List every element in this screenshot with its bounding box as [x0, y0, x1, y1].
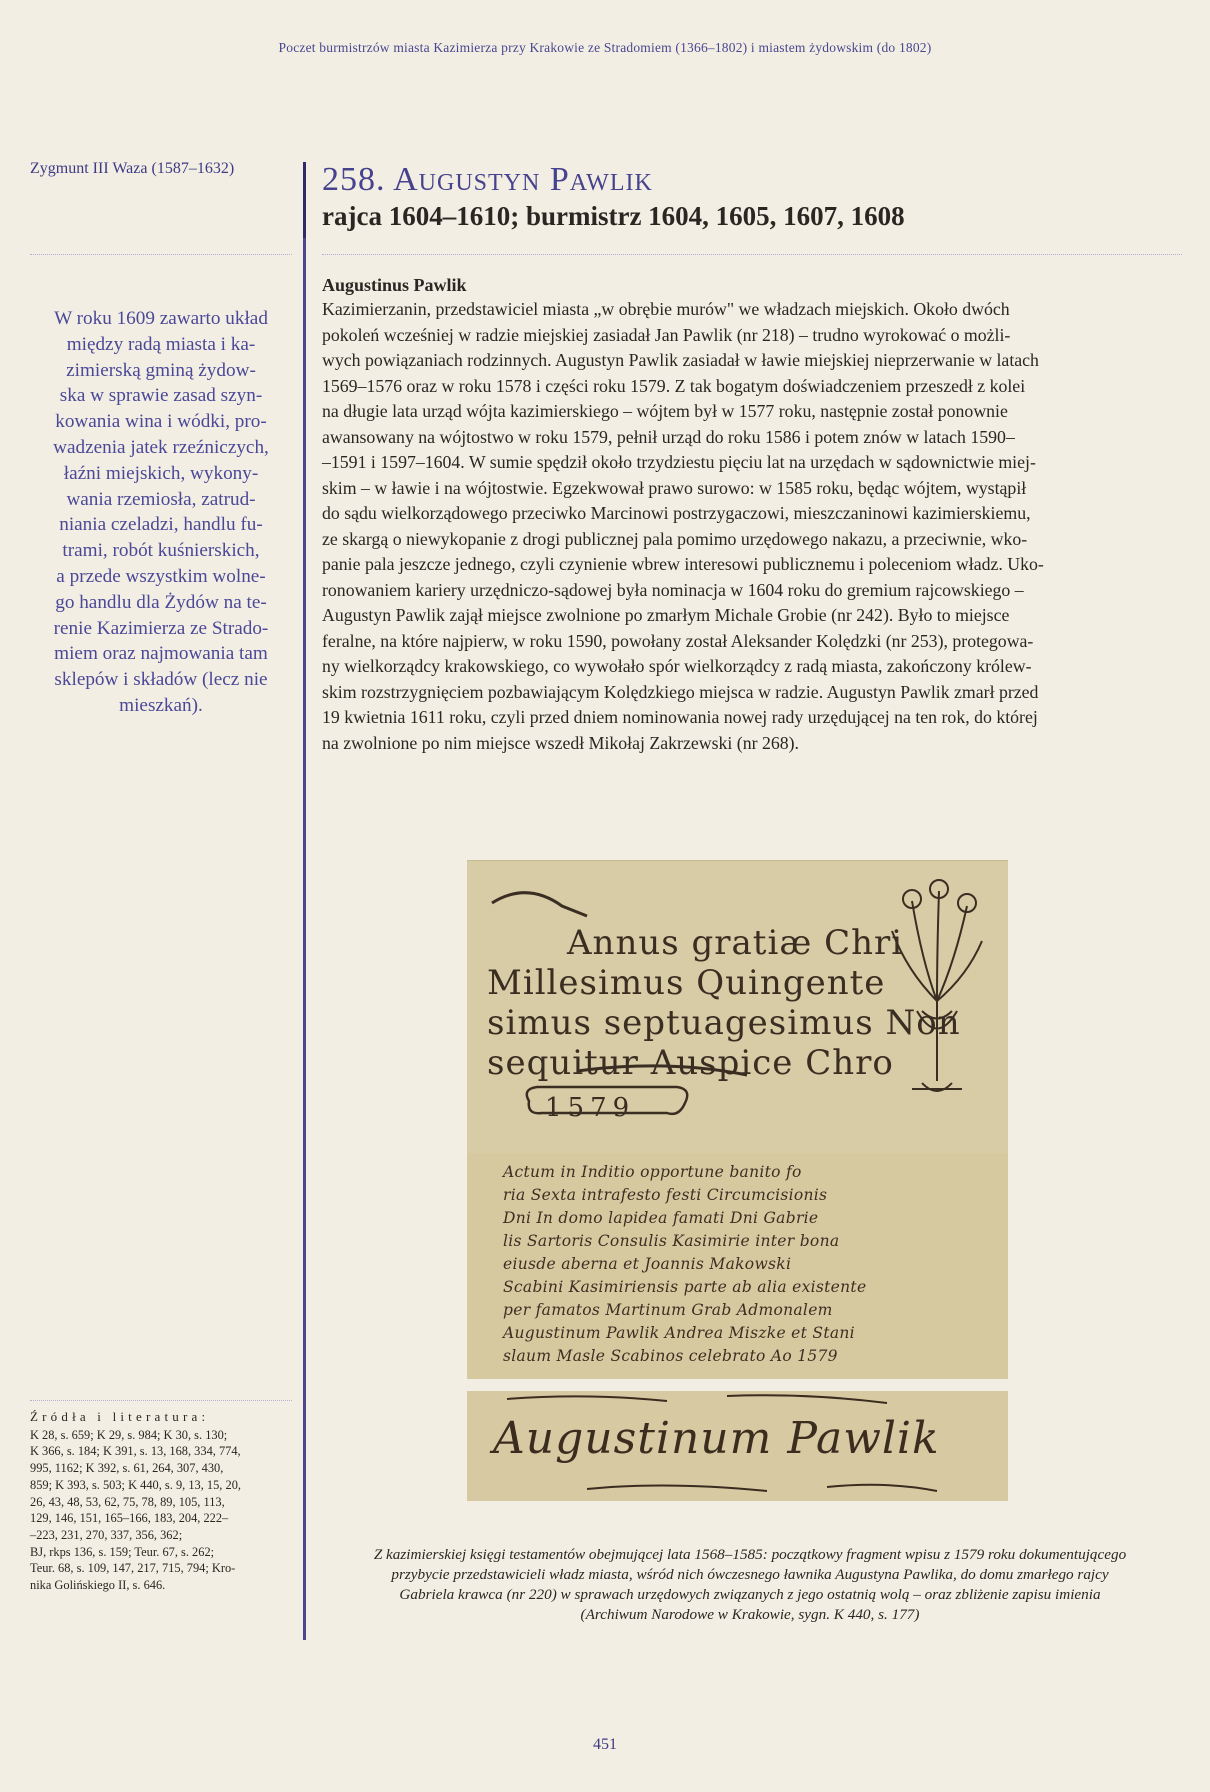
source-line: K 28, s. 659; K 29, s. 984; K 30, s. 130; — [30, 1427, 228, 1442]
figure-caption — [320, 1545, 1180, 1625]
body-line: Augustyn Pawlik zajął miejsce zwolnione po zmarłym Michale Grobie (nr 242). Było to miejsce — [322, 605, 1010, 625]
reign-label: Zygmunt III Waza (1587–1632) — [30, 160, 235, 177]
page-number: 451 — [593, 1736, 617, 1753]
sidebar-note — [30, 306, 292, 719]
body-line: do sądu wielkorządowego przeciwko Marcinowi postrzygaczowi, mieszczaninowi kazimierskiemu, — [322, 503, 1031, 523]
caption-line: Gabriela krawca (nr 220) w sprawach urzędowych związanych z jego ostatnią wolą – oraz zbliżenie zapisu imienia — [399, 1586, 1101, 1603]
manuscript-line: simus septuagesimus Non — [487, 1003, 961, 1043]
body-line: wych powiązaniach rodzinnych. Augustyn Pawlik zasiadał w ławie miejskiej nieprzerwanie w latach — [322, 350, 1039, 370]
source-line: 26, 43, 48, 53, 62, 75, 78, 89, 105, 113, — [30, 1494, 225, 1509]
latin-name: Augustinus Pawlik — [322, 275, 467, 295]
body-line: panie pala jeszcze jednego, czyli czynienie wbrew interesowi publicznemu i poleceniom władz. Uko- — [322, 554, 1044, 574]
source-line: BJ, rkps 136, s. 159; Teur. 67, s. 262; — [30, 1544, 215, 1559]
sidebar-header — [30, 160, 292, 255]
handwritten-line: Actum in Inditio opportune banito fo — [503, 1163, 802, 1181]
note-line: zimierską gminą żydow- — [66, 359, 256, 381]
source-line: Teur. 68, s. 109, 147, 217, 715, 794; Kro- — [30, 1561, 236, 1576]
note-line: między radą miasta i ka- — [66, 333, 256, 355]
manuscript-entry-image — [467, 1153, 1008, 1379]
body-line: ze skargą o niewykopanie z drogi publicznej pala pomimo urzędowego nakazu, a przeciwnie, wko- — [322, 528, 1028, 549]
handwritten-line: per famatos Martinum Grab Admonalem — [503, 1301, 833, 1319]
caption-line: przybycie przedstawicieli władz miasta, wśród nich ówczesnego ławnika Augustyna Pawlika, do domu zmarłego rajcy — [391, 1566, 1109, 1583]
column-rule-accent — [303, 162, 306, 238]
handwritten-line: Augustinum Pawlik Andrea Miszke et Stani — [503, 1324, 855, 1342]
source-line: 859; K 393, s. 503; K 440, s. 9, 13, 15, 20, — [30, 1477, 241, 1492]
body-line: 1569–1576 oraz w roku 1578 i części roku 1579. Z tak bogatym doświadczeniem przeszedł z kolei — [322, 375, 1026, 396]
handwritten-line: lis Sartoris Consulis Kasimirie inter bona — [503, 1232, 840, 1250]
note-line: łaźni miejskich, wykony- — [63, 462, 259, 484]
note-line: kowania wina i wódki, pro- — [55, 411, 267, 433]
handwritten-line: ria Sexta intrafesto festi Circumcisionis — [503, 1186, 828, 1204]
note-line: niania czeladzi, handlu fu- — [59, 514, 263, 536]
manuscript-figure — [467, 860, 1008, 1501]
ink-strokes-icon — [467, 1391, 1008, 1501]
entry — [322, 160, 1182, 756]
note-line: a przede wszystkim wolne- — [56, 565, 266, 587]
note-line: renie Kazimierza ze Strado- — [53, 617, 269, 639]
column-rule — [303, 162, 306, 1640]
body-line: skim – w ławie i na wójtostwie. Egzekwował prawo surowo: w 1585 roku, będąc wójtem, wystąpił — [322, 477, 1027, 498]
manuscript-line: sequitur Auspice Chro — [487, 1043, 894, 1083]
manuscript-line: Millesimus Quingente — [487, 963, 886, 1003]
flourish-icon — [492, 893, 587, 916]
signature-closeup: Augustinum Pawlik — [493, 1413, 940, 1464]
caption-line: Z kazimierskiej księgi testamentów obejmującej lata 1568–1585: początkowy fragment wpisu z 1579 roku dokumentującego — [373, 1546, 1127, 1563]
note-line: W roku 1609 zawarto układ — [54, 308, 268, 329]
note-line: mieszkań). — [119, 694, 203, 716]
manuscript-year: 1579 — [545, 1093, 636, 1123]
running-head: Poczet burmistrzów miasta Kazimierza przy Krakowie ze Stradomiem (1366–1802) i miastem żydowskim (do 1802) — [278, 40, 932, 55]
note-line: trami, robót kuśnierskich, — [62, 540, 260, 562]
handwritten-line: eiusde aberna et Joannis Makowski — [503, 1255, 792, 1273]
source-line: –223, 231, 270, 337, 356, 362; — [30, 1527, 183, 1542]
body-line: pokoleń wcześniej w radzie miejskiej zasiadał Jan Pawlik (nr 218) – trudno wyrokować o możli- — [322, 324, 1011, 345]
body-line: na zwolnione po nim miejsce wszedł Mikołaj Zakrzewski (nr 268). — [322, 732, 800, 753]
source-line: 129, 146, 151, 165–166, 183, 204, 222– — [30, 1511, 229, 1526]
note-line: sklepów i składów (lecz nie — [54, 669, 268, 691]
entry-title: 258. Augustyn Pawlik — [322, 161, 653, 198]
body-line: ny wielkorządcy krakowskiego, co wywołało spór wielkorządcy z radą miasta, zakończony królew- — [322, 656, 1032, 676]
body-line: Kazimierzanin, przedstawiciel miasta „w obrębie murów" we władzach miejskich. Około dwóch — [322, 299, 1010, 319]
body-line: –1591 i 1597–1604. W sumie spędził około trzydziestu pięciu lat na urzędach w sądownictwie miej- — [322, 452, 1036, 472]
manuscript-heading-image — [467, 860, 1008, 1153]
entry-divider — [322, 254, 1182, 255]
note-line: go handlu dla Żydów na te- — [55, 591, 267, 613]
body-line: na długie lata urząd wójta kazimierskiego – wójtem był w 1577 roku, następnie został ponownie — [322, 401, 1008, 421]
body-line: skim rozstrzygnięciem pozbawiającym Kolędzkiego miejsca w radzie. Augustyn Pawlik zmarł przed — [322, 681, 1039, 702]
body-line: awansowany na wójtostwo w roku 1579, pełnił urząd do roku 1586 i potem znów w latach 1590– — [322, 426, 1015, 447]
source-line: K 366, s. 184; K 391, s. 13, 168, 334, 774, — [30, 1444, 241, 1459]
body-line: feralne, na które najpierw, w roku 1590, powołany został Aleksander Kolędzki (nr 253), protegowa- — [322, 630, 1034, 651]
note-line: wania rzemiosła, zatrud- — [66, 488, 256, 510]
source-line: nika Golińskiego II, s. 646. — [30, 1578, 166, 1593]
handwritten-line: Dni In domo lapidea famati Dni Gabrie — [503, 1209, 819, 1227]
note-line: wadzenia jatek rzeźniczych, — [53, 436, 269, 458]
handwritten-line: slaum Masle Scabinos celebrato Ao 1579 — [503, 1347, 838, 1365]
manuscript-line: Annus gratiæ Chri — [567, 923, 904, 963]
handwritten-line: Scabini Kasimiriensis parte ab alia existente — [503, 1278, 867, 1296]
body-line: ronowaniem kariery urzędniczo-sądowej była nominacja w 1604 roku do gremium rajcowskiego – — [322, 579, 1024, 600]
source-line: 995, 1162; K 392, s. 61, 264, 307, 430, — [30, 1461, 224, 1476]
sources-divider — [30, 1400, 292, 1401]
sidebar-divider — [30, 254, 292, 255]
note-line: miem oraz najmowania tam — [54, 643, 268, 665]
name-closeup-image — [467, 1391, 1008, 1501]
sources-heading: Źródła i literatura: — [30, 1409, 210, 1424]
entry-subtitle: rajca 1604–1610; burmistrz 1604, 1605, 1607, 1608 — [322, 201, 905, 231]
body-line: 19 kwietnia 1611 roku, czyli przed dniem nominowania nowej rady urzędującej na ten rok, do której — [322, 707, 1038, 727]
sources-block — [30, 1400, 292, 1594]
note-line: ska w sprawie zasad szyn- — [59, 385, 263, 407]
caption-line: (Archiwum Narodowe w Krakowie, sygn. K 440, s. 177) — [580, 1606, 920, 1623]
entry-body — [322, 297, 1182, 756]
